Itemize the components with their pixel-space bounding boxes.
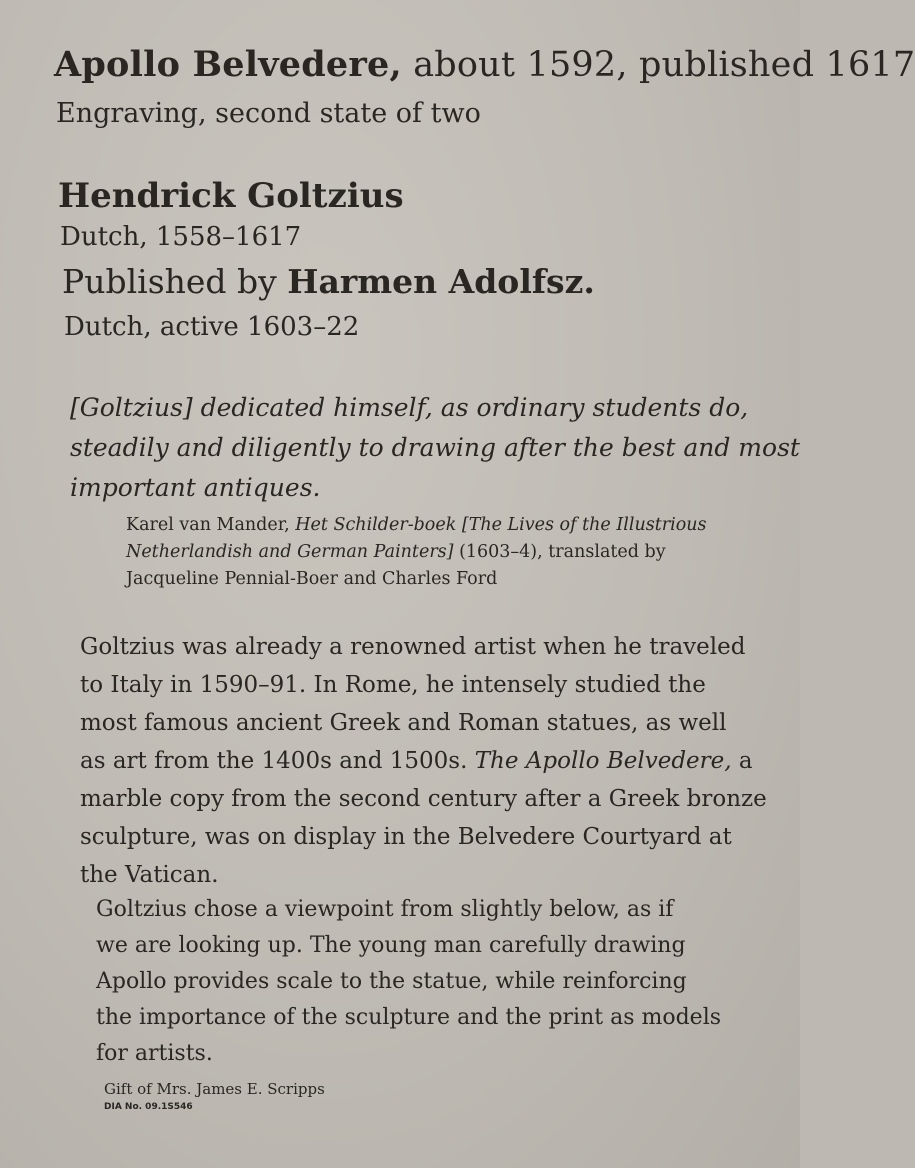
line-text: as art from the 1400s and 1500s. [80, 748, 475, 774]
quote-line: steadily and diligently to drawing after the best and most [70, 433, 800, 462]
publisher-name: Harmen Adolfsz. [287, 262, 595, 301]
paragraph-line: Apollo provides scale to the statue, while reinforcing [96, 969, 687, 994]
paragraph-line: Goltzius was already a renowned artist when he traveled [80, 634, 746, 660]
quote-block [70, 388, 800, 508]
accession-number: DIA No. 09.1S546 [104, 1102, 193, 1112]
artist-nationality: Dutch, 1558–1617 [60, 222, 302, 252]
source-line-1 [126, 512, 707, 539]
source-book-title: Het Schilder-boek [The Lives of the Illustrious [295, 515, 707, 535]
artwork-name: Apollo Belvedere, [54, 44, 402, 85]
paragraph-line: Goltzius chose a viewpoint from slightly below, as if [96, 897, 674, 922]
paragraph-composition [96, 892, 756, 1072]
source-author: Karel van Mander, [126, 515, 296, 535]
quote-line: important antiques. [70, 473, 321, 502]
source-book-title-2: Netherlandish and German Painters] [126, 542, 454, 562]
source-year: (1603–4), translated by [453, 542, 666, 562]
paragraph-line [80, 742, 760, 780]
italic-artwork-ref: The Apollo Belvedere, [474, 748, 732, 774]
artwork-medium: Engraving, second state of two [56, 98, 481, 129]
source-line-2 [126, 539, 686, 566]
source-translators: Jacqueline Pennial-Boer and Charles Ford [126, 569, 498, 589]
paragraph-line: the importance of the sculpture and the print as models [96, 1005, 722, 1030]
credit-line: Gift of Mrs. James E. Scripps [104, 1080, 325, 1098]
paragraph-line: to Italy in 1590–91. In Rome, he intensely studied the [80, 672, 706, 698]
publisher-prefix: Published by [62, 262, 288, 301]
paragraph-line: for artists. [96, 1041, 213, 1066]
paragraph-line: marble copy from the second century after a Greek bronze [80, 786, 767, 812]
line-text: a [731, 748, 753, 774]
paragraph-line: sculpture, was on display in the Belvedere Courtyard at [80, 824, 732, 850]
publisher-line [62, 262, 595, 301]
paragraph-history [80, 628, 767, 894]
paragraph-line: we are looking up. The young man carefully drawing [96, 933, 686, 958]
artwork-dates: about 1592, published 1617 [401, 45, 915, 85]
publisher-nationality: Dutch, active 1603–22 [64, 312, 360, 342]
paragraph-line: most famous ancient Greek and Roman statues, as well [80, 710, 727, 736]
quote-line: [Goltzius] dedicated himself, as ordinary students do, [70, 393, 749, 422]
paragraph-line: the Vatican. [80, 862, 219, 888]
quote-source [126, 512, 707, 593]
artwork-title [54, 44, 915, 85]
artist-name: Hendrick Goltzius [58, 176, 404, 216]
